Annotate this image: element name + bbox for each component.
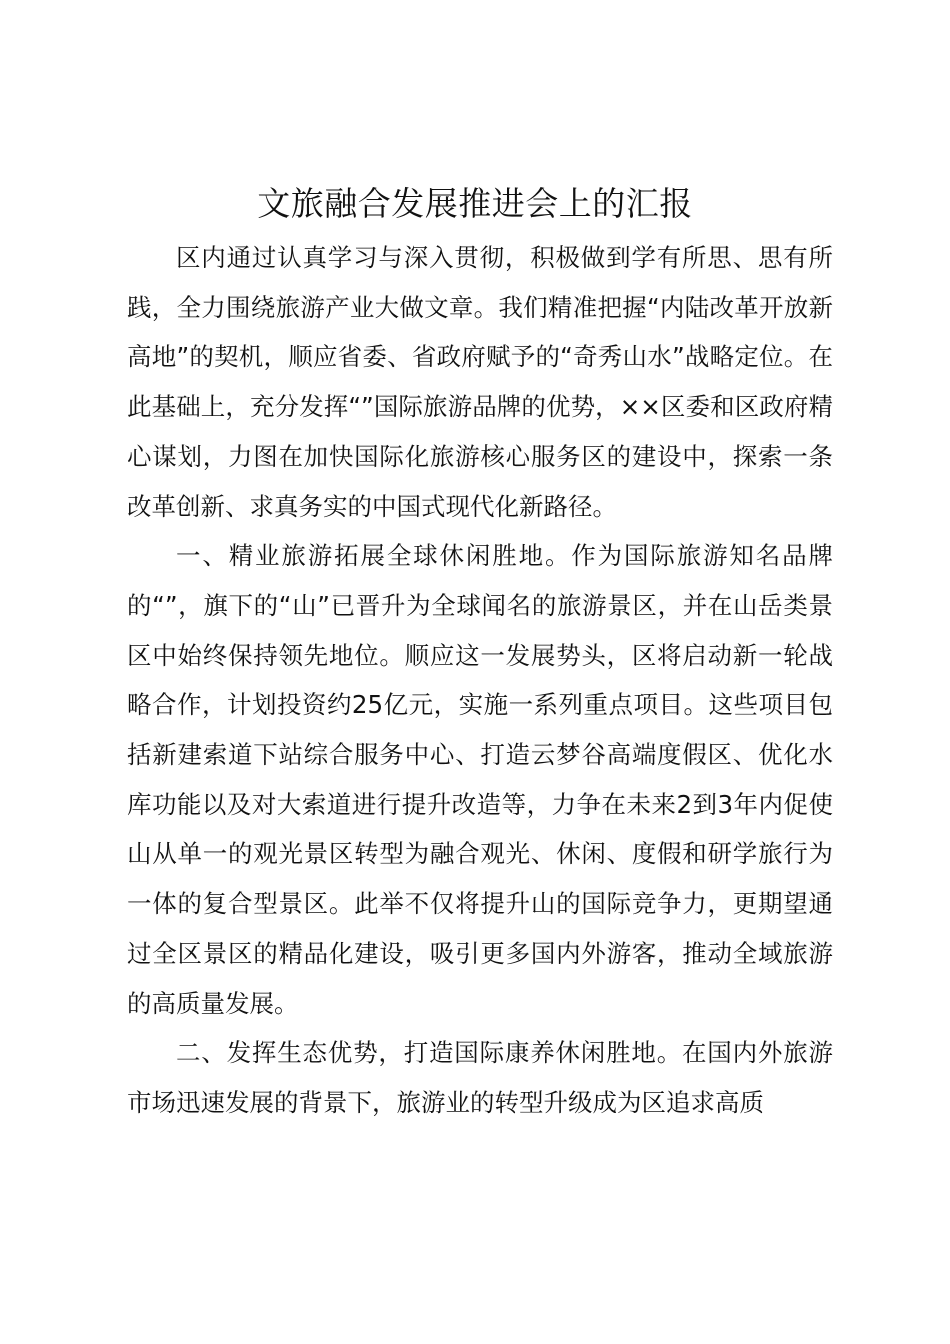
- document-title: 文旅融合发展推进会上的汇报: [257, 184, 693, 223]
- paragraph-intro: 区内通过认真学习与深入贯彻，积极做到学有所思、思有所践，全力围绕旅游产业大做文章。我们精准把握“内陆改革开放新高地”的契机，顺应省委、省政府赋予的“奇秀山水”战略定位。在此基础上，充分发挥“”国际旅游品牌的优势，××区委和区政府精心谋划，力图在加快国际化旅游核心服务区的建设中，探索一条改革创新、求真务实的中国式现代化新路径。: [127, 243, 833, 521]
- document-body: [127, 233, 833, 1128]
- paragraph-section-two: 二、发挥生态优势，打造国际康养休闲胜地。在国内外旅游市场迅速发展的背景下，旅游业的转型升级成为区追求高质: [127, 1038, 833, 1117]
- paragraph-section-one: 一、精业旅游拓展全球休闲胜地。作为国际旅游知名品牌的“”，旗下的“山”已晋升为全球闻名的旅游景区，并在山岳类景区中始终保持领先地位。顺应这一发展势头，区将启动新一轮战略合作，计划投资约25亿元，实施一系列重点项目。这些项目包括新建索道下站综合服务中心、打造云梦谷高端度假区、优化水库功能以及对大索道进行提升改造等，力争在未来2到3年内促使山从单一的观光景区转型为融合观光、休闲、度假和研学旅行为一体的复合型景区。此举不仅将提升山的国际竞争力，更期望通过全区景区的精品化建设，吸引更多国内外游客，推动全域旅游的高质量发展。: [127, 541, 833, 1018]
